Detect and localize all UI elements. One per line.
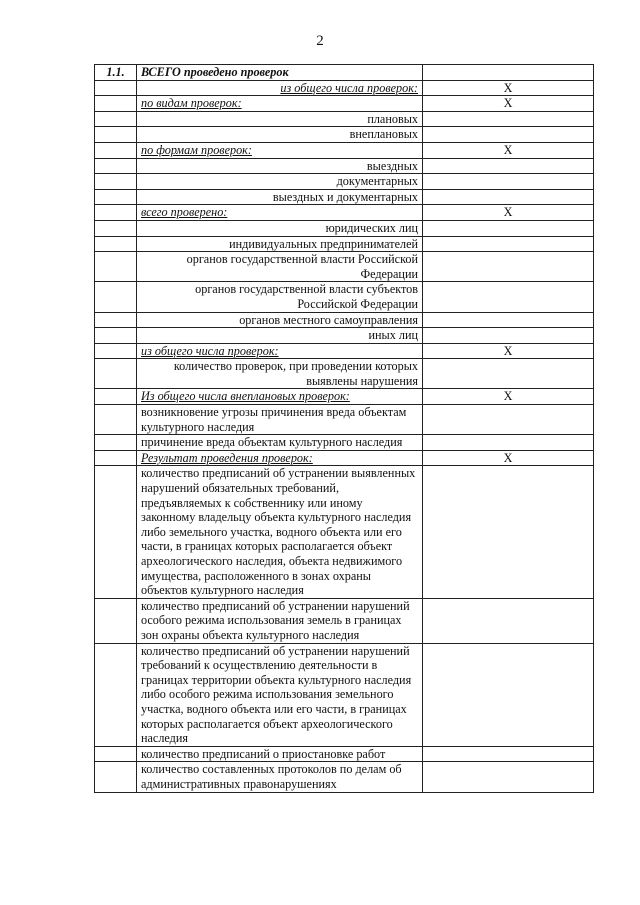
- row-label-cell: по формам проверок:: [137, 142, 423, 158]
- row-label-cell: выездных и документарных: [137, 189, 423, 205]
- row-value-cell: [423, 598, 594, 643]
- row-label-cell: плановых: [137, 111, 423, 127]
- row-number-cell: [95, 435, 137, 451]
- table-row: [95, 142, 594, 158]
- row-value-cell: X: [423, 142, 594, 158]
- row-number-cell: [95, 343, 137, 359]
- table-row: [95, 405, 594, 435]
- page-number: 2: [316, 33, 324, 49]
- row-value-cell: X: [423, 343, 594, 359]
- row-number-cell: [95, 189, 137, 205]
- row-value-cell: [423, 127, 594, 143]
- row-number-cell: [95, 158, 137, 174]
- table-row: [95, 158, 594, 174]
- row-label-cell: Результат проведения проверок:: [137, 450, 423, 466]
- table-row: [95, 359, 594, 389]
- row-label-cell: количество предписаний о приостановке работ: [137, 746, 423, 762]
- table-row: [95, 111, 594, 127]
- table-row: [95, 762, 594, 792]
- row-value-cell: [423, 189, 594, 205]
- row-label-cell: индивидуальных предпринимателей: [137, 236, 423, 252]
- row-label-cell: количество предписаний об устранении выявленных нарушений обязательных требований, предъявляемых к собственнику или иному законному владельцу объекта культурного наследия либо земельного участка, водного объекта или его части, в границах которых располагается объект археологического наследия, объекта недвижимого имущества, расположенного в зонах охраны объектов культурного наследия: [137, 466, 423, 598]
- table-row: [95, 643, 594, 746]
- row-number-cell: [95, 220, 137, 236]
- row-number-cell: [95, 282, 137, 312]
- row-value-cell: [423, 746, 594, 762]
- table-row: [95, 389, 594, 405]
- row-number-cell: [95, 174, 137, 190]
- row-value-cell: [423, 65, 594, 81]
- row-value-cell: [423, 282, 594, 312]
- table-row: [95, 282, 594, 312]
- row-label-cell: выездных: [137, 158, 423, 174]
- table-row: [95, 312, 594, 328]
- row-value-cell: [423, 236, 594, 252]
- row-value-cell: [423, 312, 594, 328]
- row-number-cell: [95, 389, 137, 405]
- row-number-cell: [95, 405, 137, 435]
- table-row: [95, 598, 594, 643]
- row-label-cell: количество предписаний об устранении нарушений особого режима использования земель в границах зон охраны объекта культурного наследия: [137, 598, 423, 643]
- row-label-cell: иных лиц: [137, 328, 423, 344]
- row-value-cell: [423, 158, 594, 174]
- row-label-cell: юридических лиц: [137, 220, 423, 236]
- table-row: [95, 435, 594, 451]
- row-label-cell: количество проверок, при проведении которых выявлены нарушения: [137, 359, 423, 389]
- row-label-cell: количество предписаний об устранении нарушений требований к осуществлению деятельности в границах территории объекта культурного наследия либо особого режима использования земельного участка, водного объекта или его части, в границах которых располагается объект археологического наследия: [137, 643, 423, 746]
- row-number-cell: 1.1.: [95, 65, 137, 81]
- row-label-cell: внеплановых: [137, 127, 423, 143]
- row-label-cell: из общего числа проверок:: [137, 80, 423, 96]
- table-row: [95, 236, 594, 252]
- row-value-cell: [423, 174, 594, 190]
- table-row: [95, 466, 594, 598]
- row-value-cell: X: [423, 450, 594, 466]
- table-row: [95, 343, 594, 359]
- row-value-cell: [423, 643, 594, 746]
- row-number-cell: [95, 127, 137, 143]
- table-row: [95, 65, 594, 81]
- row-value-cell: X: [423, 80, 594, 96]
- row-label-cell: органов местного самоуправления: [137, 312, 423, 328]
- table-row: [95, 328, 594, 344]
- row-value-cell: X: [423, 96, 594, 112]
- row-number-cell: [95, 236, 137, 252]
- row-number-cell: [95, 252, 137, 282]
- row-number-cell: [95, 328, 137, 344]
- row-label-cell: Из общего числа внеплановых проверок:: [137, 389, 423, 405]
- inspection-report-table: [94, 64, 594, 793]
- table-row: [95, 252, 594, 282]
- row-number-cell: [95, 96, 137, 112]
- row-value-cell: [423, 111, 594, 127]
- row-value-cell: X: [423, 205, 594, 221]
- report-table-body: [95, 65, 594, 793]
- row-value-cell: [423, 359, 594, 389]
- row-number-cell: [95, 205, 137, 221]
- row-value-cell: [423, 252, 594, 282]
- row-label-cell: ВСЕГО проведено проверок: [137, 65, 423, 81]
- row-label-cell: органов государственной власти Российской Федерации: [137, 252, 423, 282]
- row-number-cell: [95, 312, 137, 328]
- table-row: [95, 96, 594, 112]
- row-number-cell: [95, 80, 137, 96]
- row-label-cell: всего проверено:: [137, 205, 423, 221]
- table-row: [95, 80, 594, 96]
- row-label-cell: возникновение угрозы причинения вреда объектам культурного наследия: [137, 405, 423, 435]
- row-value-cell: [423, 220, 594, 236]
- row-number-cell: [95, 142, 137, 158]
- row-number-cell: [95, 359, 137, 389]
- row-label-cell: органов государственной власти субъектов Российской Федерации: [137, 282, 423, 312]
- row-number-cell: [95, 598, 137, 643]
- row-number-cell: [95, 643, 137, 746]
- row-label-cell: причинение вреда объектам культурного наследия: [137, 435, 423, 451]
- row-value-cell: X: [423, 389, 594, 405]
- row-value-cell: [423, 762, 594, 792]
- table-row: [95, 189, 594, 205]
- row-value-cell: [423, 435, 594, 451]
- table-row: [95, 174, 594, 190]
- row-label-cell: документарных: [137, 174, 423, 190]
- row-value-cell: [423, 328, 594, 344]
- row-number-cell: [95, 466, 137, 598]
- row-label-cell: из общего числа проверок:: [137, 343, 423, 359]
- table-row: [95, 450, 594, 466]
- row-label-cell: количество составленных протоколов по делам об административных правонарушениях: [137, 762, 423, 792]
- row-number-cell: [95, 762, 137, 792]
- row-number-cell: [95, 746, 137, 762]
- row-value-cell: [423, 405, 594, 435]
- table-row: [95, 746, 594, 762]
- row-number-cell: [95, 450, 137, 466]
- row-label-cell: по видам проверок:: [137, 96, 423, 112]
- table-row: [95, 205, 594, 221]
- table-row: [95, 127, 594, 143]
- row-value-cell: [423, 466, 594, 598]
- table-row: [95, 220, 594, 236]
- row-number-cell: [95, 111, 137, 127]
